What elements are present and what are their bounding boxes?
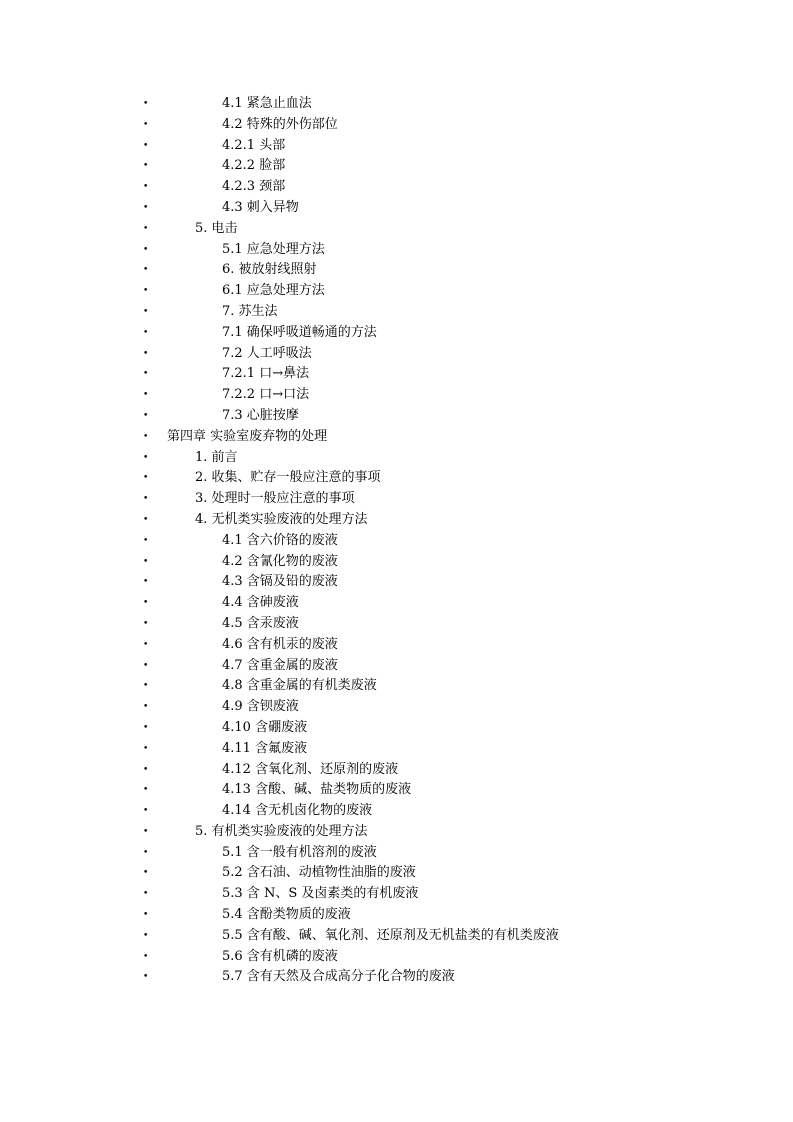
bullet-icon: • — [143, 889, 149, 900]
bullet-icon: • — [143, 743, 149, 754]
toc-item — [0, 448, 793, 469]
toc-entry-text: 4.14 含无机卤化物的废液 — [222, 803, 373, 819]
toc-entry-text: 7.2.2 口→口法 — [222, 387, 310, 403]
bullet-icon: • — [143, 639, 149, 650]
toc-item — [0, 718, 793, 739]
bullet-icon: • — [143, 660, 149, 671]
toc-item — [0, 281, 793, 302]
toc-item — [0, 177, 793, 198]
toc-item — [0, 344, 793, 365]
toc-item — [0, 760, 793, 781]
toc-item — [0, 406, 793, 427]
bullet-icon: • — [143, 514, 149, 525]
toc-entry-text: 4.1 含六价铬的废液 — [222, 532, 338, 548]
bullet-icon: • — [143, 452, 149, 463]
bullet-icon: • — [143, 286, 149, 297]
bullet-icon: • — [143, 473, 149, 484]
toc-entry-text: 6.1 应急处理方法 — [222, 283, 325, 299]
bullet-icon: • — [143, 785, 149, 796]
toc-item — [0, 156, 793, 177]
toc-entry-text: 5. 电击 — [195, 220, 238, 236]
toc-item — [0, 739, 793, 760]
toc-entry-text: 4.3 含镉及铅的废液 — [222, 574, 338, 590]
toc-item — [0, 572, 793, 593]
toc-entry-text: 7.1 确保呼吸道畅通的方法 — [222, 324, 377, 340]
bullet-icon: • — [143, 722, 149, 733]
toc-entry-text: 4.6 含有机汞的废液 — [222, 636, 338, 652]
bullet-icon: • — [143, 556, 149, 567]
bullet-icon: • — [143, 265, 149, 276]
toc-entry-text: 4.4 含砷废液 — [222, 595, 299, 611]
bullet-icon: • — [143, 161, 149, 172]
toc-entry-text: 5.1 应急处理方法 — [222, 241, 325, 257]
bullet-icon: • — [143, 494, 149, 505]
bullet-icon: • — [143, 306, 149, 317]
toc-entry-text: 5.3 含 N、S 及卤素类的有机废液 — [222, 886, 419, 902]
toc-item — [0, 260, 793, 281]
bullet-icon: • — [143, 598, 149, 609]
toc-item — [0, 302, 793, 323]
toc-entry-text: 4.13 含酸、碱、盐类物质的废液 — [222, 782, 412, 798]
toc-entry-text: 4.7 含重金属的废液 — [222, 657, 338, 673]
toc-entry-text: 6. 被放射线照射 — [222, 262, 317, 278]
toc-entry-text: 4.2.2 脸部 — [222, 158, 286, 174]
toc-entry-text: 4.3 刺入异物 — [222, 199, 299, 215]
toc-entry-text: 4.1 紧急止血法 — [222, 96, 312, 111]
bullet-icon: • — [143, 535, 149, 546]
bullet-icon: • — [143, 119, 149, 130]
bullet-icon: • — [143, 390, 149, 401]
toc-item — [0, 489, 793, 510]
toc-item — [0, 219, 793, 240]
toc-item — [0, 198, 793, 219]
bullet-icon: • — [143, 223, 149, 234]
toc-entry-text: 7.3 心脏按摩 — [222, 407, 299, 423]
bullet-icon: • — [143, 972, 149, 983]
toc-item — [0, 905, 793, 926]
toc-entry-text: 5.1 含一般有机溶剂的废液 — [222, 844, 377, 860]
toc-item — [0, 510, 793, 531]
toc-item — [0, 822, 793, 843]
toc-entry-text: 5.2 含石油、动植物性油脂的废液 — [222, 865, 416, 881]
bullet-icon: • — [143, 348, 149, 359]
toc-entry-text: 4.2.3 颈部 — [222, 179, 286, 195]
toc-item — [0, 697, 793, 718]
bullet-icon: • — [143, 182, 149, 193]
bullet-icon: • — [143, 369, 149, 380]
toc-item — [0, 468, 793, 489]
toc-entry-text: 4.9 含钡废液 — [222, 699, 299, 715]
toc-item — [0, 863, 793, 884]
toc-item — [0, 364, 793, 385]
toc-item — [0, 780, 793, 801]
bullet-icon: • — [143, 951, 149, 962]
toc-entry-text: 5.7 含有天然及合成高分子化合物的废液 — [222, 969, 455, 985]
toc-entry-text: 5.4 含酚类物质的废液 — [222, 907, 351, 923]
toc-item — [0, 552, 793, 573]
toc-entry-text: 4.2 特殊的外伤部位 — [222, 116, 338, 132]
toc-entry-text: 第四章 实验室废弃物的处理 — [167, 428, 328, 444]
table-of-contents — [0, 94, 793, 988]
toc-entry-text: 5. 有机类实验废液的处理方法 — [195, 823, 368, 839]
bullet-icon: • — [143, 910, 149, 921]
toc-entry-text: 4.10 含硼废液 — [222, 719, 308, 735]
toc-entry-text: 7.2 人工呼吸法 — [222, 345, 312, 361]
toc-entry-text: 4.5 含汞废液 — [222, 615, 299, 631]
toc-item — [0, 656, 793, 677]
toc-entry-text: 4.2 含氰化物的废液 — [222, 553, 338, 569]
toc-entry-text: 4.2.1 头部 — [222, 137, 286, 153]
bullet-icon: • — [143, 410, 149, 421]
toc-entry-text: 5.6 含有机磷的废液 — [222, 948, 338, 964]
toc-entry-text: 7. 苏生法 — [222, 303, 278, 319]
toc-entry-text: 2. 收集、贮存一般应注意的事项 — [195, 470, 381, 486]
bullet-icon: • — [143, 99, 149, 109]
bullet-icon: • — [143, 806, 149, 817]
toc-item — [0, 884, 793, 905]
bullet-icon: • — [143, 681, 149, 692]
bullet-icon: • — [143, 702, 149, 713]
toc-item — [0, 635, 793, 656]
toc-entry-text: 3. 处理时一般应注意的事项 — [195, 491, 355, 507]
toc-item — [0, 94, 793, 115]
toc-item — [0, 323, 793, 344]
toc-item — [0, 115, 793, 136]
toc-item — [0, 427, 793, 448]
bullet-icon: • — [143, 764, 149, 775]
toc-entry-text: 5.5 含有酸、碱、氧化剂、还原剂及无机盐类的有机类废液 — [222, 927, 559, 943]
toc-item — [0, 593, 793, 614]
toc-item — [0, 926, 793, 947]
bullet-icon: • — [143, 327, 149, 338]
bullet-icon: • — [143, 847, 149, 858]
bullet-icon: • — [143, 618, 149, 629]
toc-item — [0, 967, 793, 988]
toc-item — [0, 614, 793, 635]
toc-item — [0, 676, 793, 697]
bullet-icon: • — [143, 930, 149, 941]
toc-entry-text: 1. 前言 — [195, 449, 238, 465]
toc-item — [0, 240, 793, 261]
bullet-icon: • — [143, 244, 149, 255]
toc-item — [0, 843, 793, 864]
toc-item — [0, 136, 793, 157]
toc-item — [0, 531, 793, 552]
bullet-icon: • — [143, 868, 149, 879]
toc-entry-text: 4.12 含氧化剂、还原剂的废液 — [222, 761, 399, 777]
bullet-icon: • — [143, 431, 149, 442]
toc-item — [0, 947, 793, 968]
bullet-icon: • — [143, 826, 149, 837]
bullet-icon: • — [143, 577, 149, 588]
toc-entry-text: 7.2.1 口→鼻法 — [222, 366, 310, 382]
bullet-icon: • — [143, 202, 149, 213]
toc-entry-text: 4. 无机类实验废液的处理方法 — [195, 511, 368, 527]
toc-entry-text: 4.11 含氟废液 — [222, 740, 308, 756]
toc-item — [0, 385, 793, 406]
toc-entry-text: 4.8 含重金属的有机类废液 — [222, 678, 377, 694]
toc-item — [0, 801, 793, 822]
bullet-icon: • — [143, 140, 149, 151]
